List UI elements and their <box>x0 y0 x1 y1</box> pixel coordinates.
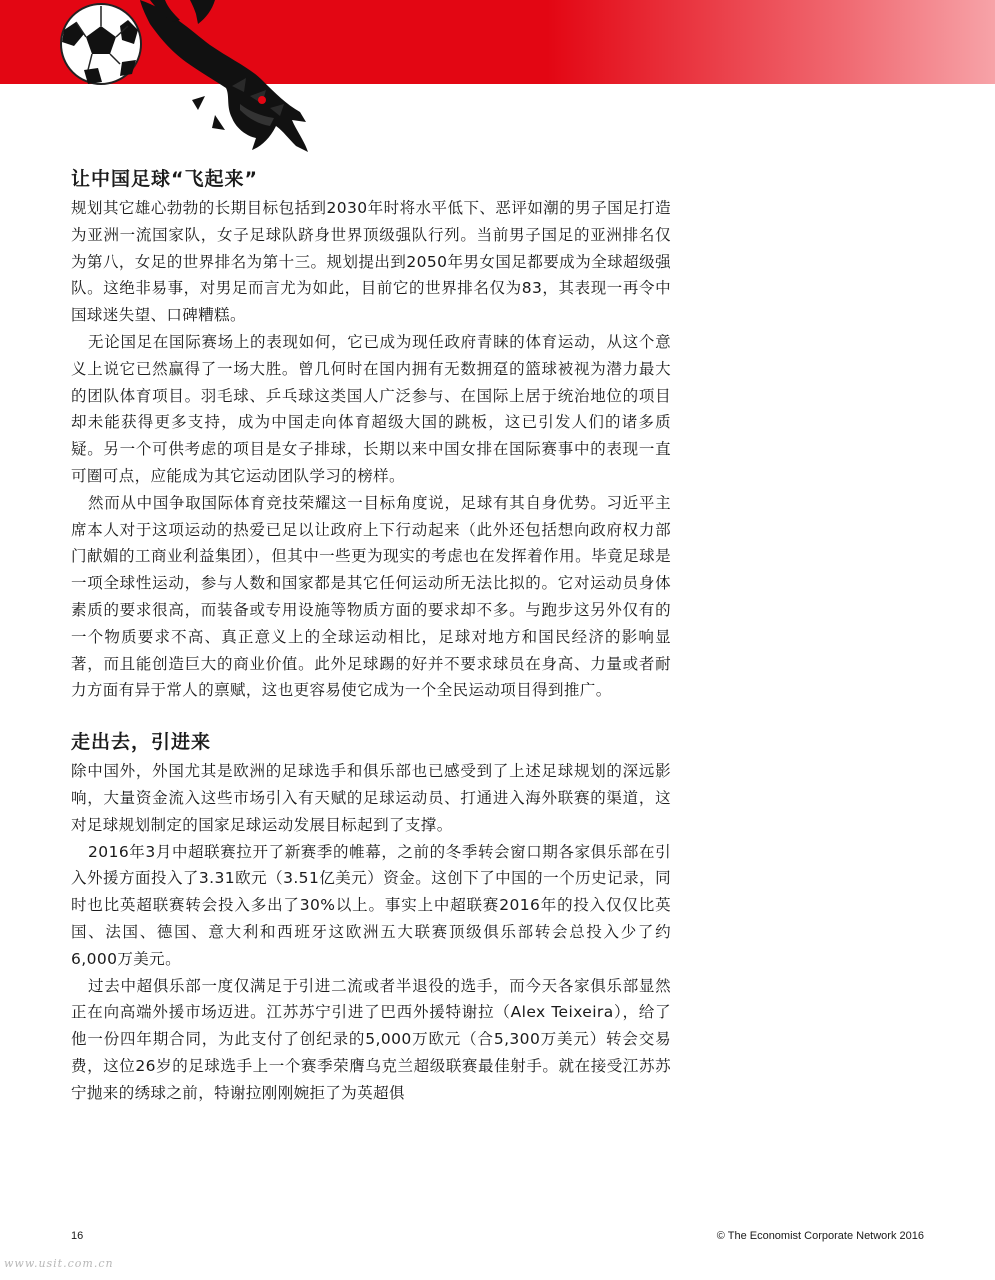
watermark: www.usit.com.cn <box>4 1257 114 1270</box>
paragraph: 除中国外，外国尤其是欧洲的足球选手和俱乐部也已感受到了上述足球规划的深远影响，大量资金流入这些市场引入有天赋的足球运动员、打通进入海外联赛的渠道，这对足球规划制定的国家足球运动发展目标起到了支撑。 <box>71 762 671 834</box>
paragraph: 无论国足在国际赛场上的表现如何，它已成为现任政府青睐的体育运动，从这个意义上说它已然赢得了一场大胜。曾几何时在国内拥有无数拥趸的篮球被视为潜力最大的团队体育项目。羽毛球、乒乓球这类国人广泛参与、在国际上居于统治地位的项目却未能获得更多支持，成为中国走向体育超级大国的跳板，这已引发人们的诸多质疑。另一个可供考虑的项目是女子排球，长期以来中国女排在国际赛事中的表现一直可圈可点，应能成为其它运动团队学习的榜样。 <box>71 332 671 485</box>
section-heading: 走出去，引进来 <box>71 731 212 754</box>
header-illustration <box>0 0 320 160</box>
paragraph: 然而从中国争取国际体育竞技荣耀这一目标角度说，足球有其自身优势。习近平主席本人对于这项运动的热爱已足以让政府上下行动起来（此外还包括想向政府权力部门献媚的工商业利益集团），但其中一些更为现实的考虑也在发挥着作用。毕竟足球是一项全球性运动，参与人数和国家都是其它任何运动所无法比拟的。它对运动员身体素质的要求很高，而装备或专用设施等物质方面的要求却不多。与跑步这另外仅有的一个物质要求不高、真正意义上的全球运动相比，足球对地方和国民经济的影响显著，而且能创造巨大的商业价值。此外足球踢的好并不要求球员在身高、力量或者耐力方面有异于常人的禀赋，这也更容易使它成为一个全民运动项目得到推广。 <box>71 493 671 700</box>
page-number: 16 <box>71 1230 84 1242</box>
article-body <box>71 165 671 1107</box>
paragraph: 2016年3月中超联赛拉开了新赛季的帷幕，之前的冬季转会窗口期各家俱乐部在引入外援方面投入了3.31欧元（3.51亿美元）资金。这创下了中国的一个历史记录，同时也比英超联赛转会投入多出了30%以上。事实上中超联赛2016年的投入仅仅比英国、法国、德国、意大利和西班牙这欧洲五大联赛顶级俱乐部转会总投入少了约6,000万美元。 <box>71 842 671 968</box>
section-go-out-bring-in <box>71 728 671 1106</box>
paragraph: 过去中超俱乐部一度仅满足于引进二流或者半退役的选手，而今天各家俱乐部显然正在向高端外援市场迈进。江苏苏宁引进了巴西外援特谢拉（Alex Teixeira），给了他一份四年期合同，为此支付了创纪录的5,000万欧元（合5,300万美元）转会交易费，这位26岁的足球选手上一个赛季荣膺乌克兰超级联赛最佳射手。就在接受江苏苏宁抛来的绣球之前，特谢拉刚刚婉拒了为英超俱 <box>71 976 671 1102</box>
dragon-illustration <box>140 0 308 152</box>
paragraph: 规划其它雄心勃勃的长期目标包括到2030年时将水平低下、恶评如潮的男子国足打造为亚洲一流国家队，女子足球队跻身世界顶级强队行列。当前男子国足的亚洲排名仅为第八，女足的世界排名为第十三。规划提出到2050年男女国足都要成为全球超级强队。这绝非易事，对男足而言尤为如此，目前它的世界排名仅为83，其表现一再令中国球迷失望、口碑糟糕。 <box>71 199 671 325</box>
section-heading: 让中国足球“飞起来” <box>71 168 258 190</box>
section-fly-chinese-football <box>71 165 671 704</box>
copyright-notice: © The Economist Corporate Network 2016 <box>716 1230 924 1242</box>
soccer-ball-icon <box>61 4 141 84</box>
